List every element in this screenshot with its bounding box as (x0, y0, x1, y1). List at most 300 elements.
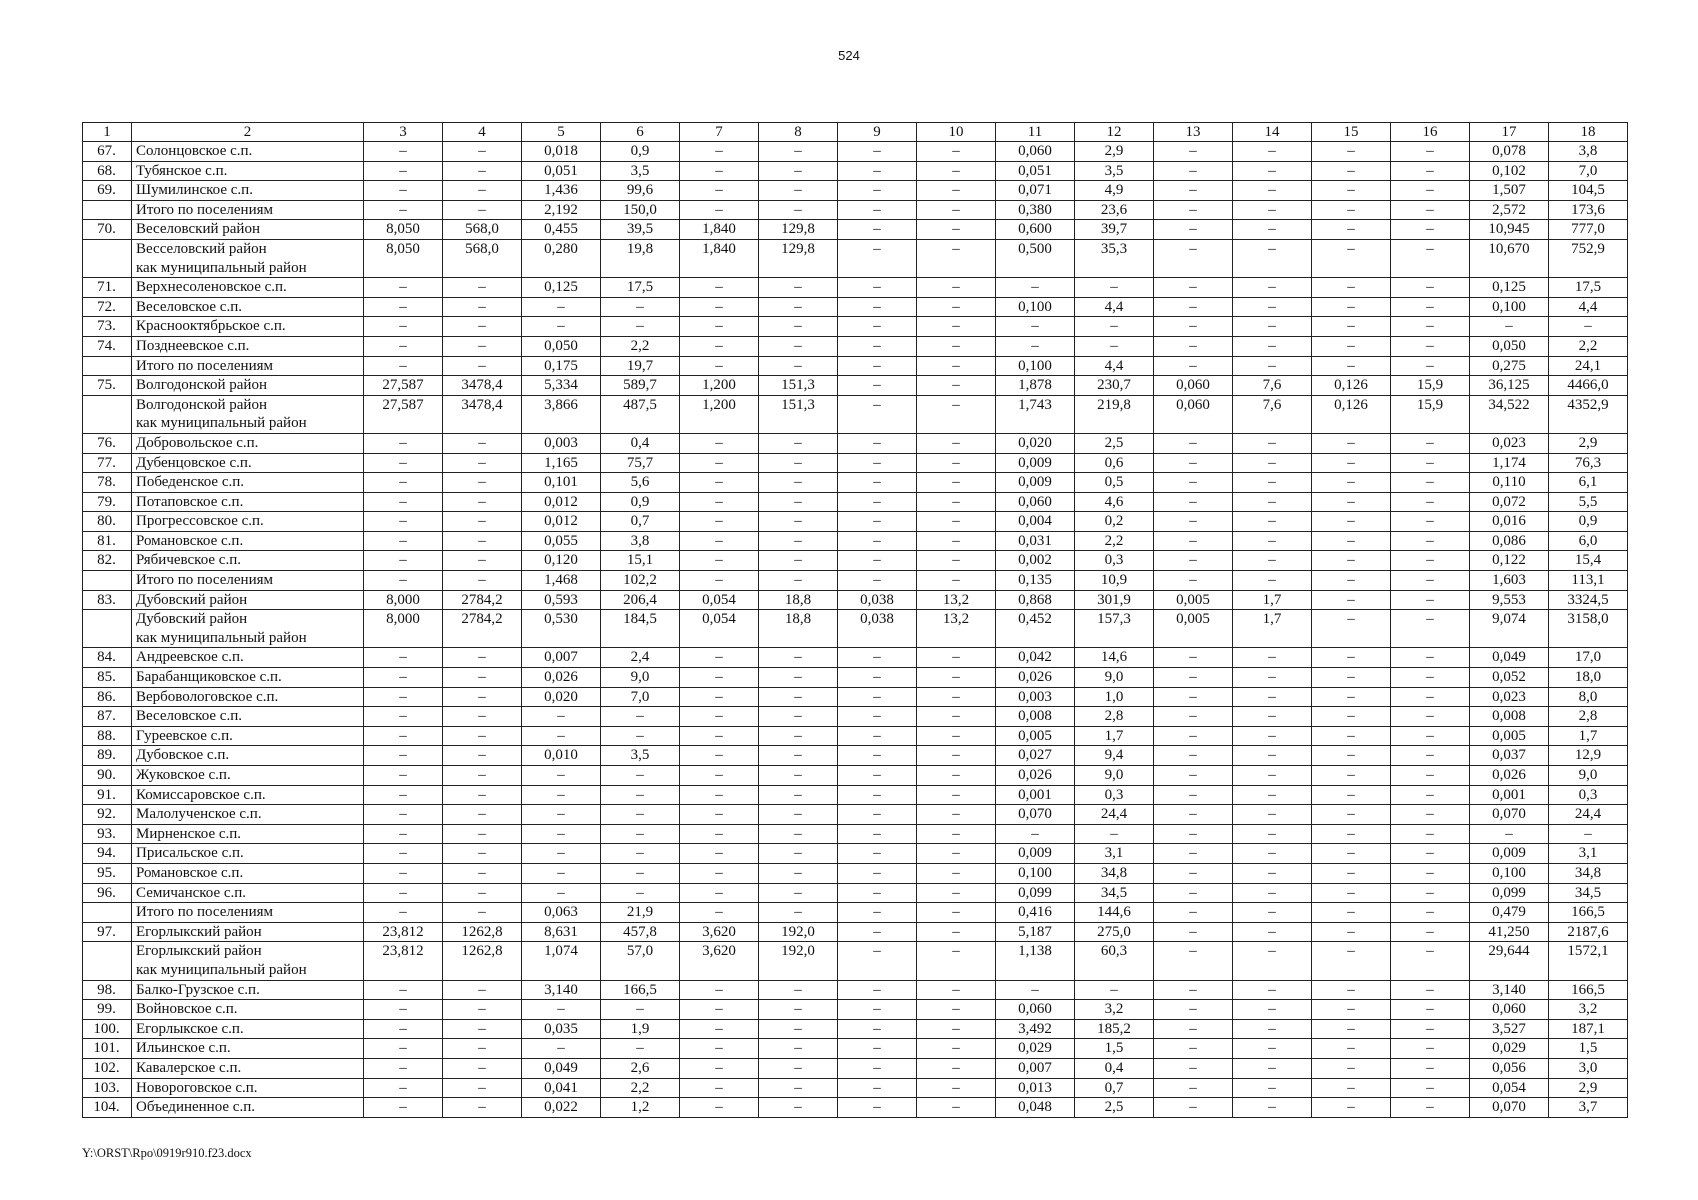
value-cell: 0,100 (996, 863, 1075, 883)
value-cell: – (680, 1000, 759, 1020)
value-cell: 17,0 (1549, 648, 1628, 668)
value-cell: – (1312, 239, 1391, 277)
value-cell: 3,620 (680, 922, 759, 942)
value-cell: 0,035 (522, 1019, 601, 1039)
value-cell: – (522, 707, 601, 727)
value-cell: – (996, 317, 1075, 337)
value-cell: – (364, 181, 443, 201)
row-number-cell: 93. (83, 824, 132, 844)
value-cell: – (838, 1058, 917, 1078)
value-cell: – (759, 824, 838, 844)
value-cell: – (917, 824, 996, 844)
value-cell: 2784,2 (443, 590, 522, 610)
value-cell: – (759, 883, 838, 903)
value-cell: – (1233, 1039, 1312, 1059)
value-cell: 0,100 (996, 297, 1075, 317)
value-cell: – (1391, 571, 1470, 591)
value-cell: 0,175 (522, 356, 601, 376)
value-cell: 7,0 (601, 687, 680, 707)
table-row (83, 980, 1628, 1000)
table-row (83, 942, 1628, 980)
value-cell: – (1233, 473, 1312, 493)
value-cell: – (1391, 980, 1470, 1000)
value-cell: – (364, 707, 443, 727)
value-cell: – (1154, 161, 1233, 181)
value-cell: – (364, 512, 443, 532)
value-cell: 29,644 (1470, 942, 1549, 980)
value-cell: – (522, 785, 601, 805)
table-row (83, 1019, 1628, 1039)
row-name-cell: Позднеевское с.п. (132, 336, 364, 356)
value-cell: – (364, 278, 443, 298)
value-cell: – (680, 317, 759, 337)
file-path-footer: Y:\ORST\Rpo\0919r910.f23.docx (82, 1146, 252, 1160)
value-cell: – (1391, 453, 1470, 473)
row-name-cell: Ильинское с.п. (132, 1039, 364, 1059)
value-cell: – (1391, 707, 1470, 727)
row-number-cell: 72. (83, 297, 132, 317)
value-cell: 2,5 (1075, 1098, 1154, 1118)
value-cell: – (1233, 142, 1312, 162)
value-cell: – (759, 297, 838, 317)
value-cell: – (917, 278, 996, 298)
value-cell: – (364, 863, 443, 883)
value-cell: – (1154, 1000, 1233, 1020)
value-cell: – (364, 746, 443, 766)
value-cell: 9,0 (1075, 766, 1154, 786)
value-cell: – (443, 1098, 522, 1118)
value-cell: – (680, 1078, 759, 1098)
value-cell: 3,620 (680, 942, 759, 980)
value-cell: 0,027 (996, 746, 1075, 766)
table-row (83, 922, 1628, 942)
value-cell: 2,9 (1075, 142, 1154, 162)
value-cell: – (364, 726, 443, 746)
value-cell: – (522, 883, 601, 903)
value-cell: – (759, 1039, 838, 1059)
value-cell: – (1154, 317, 1233, 337)
value-cell: 4,4 (1075, 297, 1154, 317)
value-cell: – (917, 551, 996, 571)
value-cell: – (680, 142, 759, 162)
row-name-cell: Краснооктябрьское с.п. (132, 317, 364, 337)
row-name-cell: Добровольское с.п. (132, 433, 364, 453)
value-cell: – (917, 1078, 996, 1098)
value-cell: – (443, 805, 522, 825)
value-cell: 0,018 (522, 142, 601, 162)
value-cell: – (838, 317, 917, 337)
value-cell: – (838, 356, 917, 376)
value-cell: – (1233, 1078, 1312, 1098)
value-cell: – (1312, 1058, 1391, 1078)
value-cell: – (680, 512, 759, 532)
value-cell: 589,7 (601, 376, 680, 396)
value-cell: 3,5 (1075, 161, 1154, 181)
value-cell: 2,572 (1470, 200, 1549, 220)
value-cell: 0,010 (522, 746, 601, 766)
value-cell: – (838, 863, 917, 883)
value-cell: 0,4 (601, 433, 680, 453)
value-cell: – (838, 746, 917, 766)
value-cell: – (838, 1000, 917, 1020)
value-cell: 0,023 (1470, 433, 1549, 453)
value-cell: – (443, 844, 522, 864)
value-cell: – (838, 297, 917, 317)
value-cell: – (759, 766, 838, 786)
value-cell: – (838, 844, 917, 864)
row-number-cell: 92. (83, 805, 132, 825)
value-cell: 4,4 (1075, 356, 1154, 376)
value-cell: – (443, 687, 522, 707)
value-cell: 0,042 (996, 648, 1075, 668)
value-cell: – (1233, 805, 1312, 825)
value-cell: – (443, 297, 522, 317)
value-cell: 1,7 (1549, 726, 1628, 746)
row-number-cell: 90. (83, 766, 132, 786)
value-cell: – (1233, 980, 1312, 1000)
value-cell: 39,5 (601, 220, 680, 240)
value-cell: – (1233, 707, 1312, 727)
value-cell: 0,593 (522, 590, 601, 610)
value-cell: 1262,8 (443, 942, 522, 980)
value-cell: 0,001 (996, 785, 1075, 805)
value-cell: – (1312, 590, 1391, 610)
row-name-cell: Семичанское с.п. (132, 883, 364, 903)
value-cell: – (1233, 687, 1312, 707)
value-cell: 219,8 (1075, 395, 1154, 433)
value-cell: – (1233, 239, 1312, 277)
value-cell: – (1154, 785, 1233, 805)
column-header: 3 (364, 123, 443, 142)
row-name-cell: Веселовское с.п. (132, 707, 364, 727)
value-cell: 166,5 (1549, 903, 1628, 923)
value-cell: 0,012 (522, 512, 601, 532)
value-cell: 0,099 (996, 883, 1075, 903)
value-cell: – (1233, 297, 1312, 317)
value-cell: 0,110 (1470, 473, 1549, 493)
column-header: 9 (838, 123, 917, 142)
value-cell: – (1154, 142, 1233, 162)
value-cell: 0,009 (1470, 844, 1549, 864)
value-cell: 568,0 (443, 239, 522, 277)
value-cell: 0,120 (522, 551, 601, 571)
table-row (83, 1058, 1628, 1078)
value-cell: – (759, 512, 838, 532)
value-cell: – (522, 317, 601, 337)
value-cell: – (443, 785, 522, 805)
value-cell: – (1312, 1078, 1391, 1098)
value-cell: 21,9 (601, 903, 680, 923)
value-cell: – (680, 824, 759, 844)
value-cell: – (1154, 200, 1233, 220)
value-cell: – (759, 844, 838, 864)
value-cell: 0,600 (996, 220, 1075, 240)
value-cell: 1,7 (1075, 726, 1154, 746)
row-name-cell: Шумилинское с.п. (132, 181, 364, 201)
value-cell: – (443, 903, 522, 923)
row-number-cell: 97. (83, 922, 132, 942)
value-cell: 166,5 (601, 980, 680, 1000)
row-name-cell: Дубовский район как муниципальный район (132, 610, 364, 648)
value-cell: – (1154, 687, 1233, 707)
value-cell: – (1233, 863, 1312, 883)
value-cell: 5,334 (522, 376, 601, 396)
value-cell: 3,1 (1549, 844, 1628, 864)
row-number-cell: 84. (83, 648, 132, 668)
value-cell: – (1233, 726, 1312, 746)
value-cell: – (1154, 1078, 1233, 1098)
row-name-cell: Присальское с.п. (132, 844, 364, 864)
value-cell: – (996, 336, 1075, 356)
row-number-cell (83, 356, 132, 376)
value-cell: – (1154, 746, 1233, 766)
value-cell: 0,060 (996, 492, 1075, 512)
value-cell: 0,380 (996, 200, 1075, 220)
value-cell: – (680, 433, 759, 453)
value-cell: – (759, 433, 838, 453)
value-cell: – (838, 726, 917, 746)
value-cell: 39,7 (1075, 220, 1154, 240)
value-cell: – (364, 551, 443, 571)
value-cell: 3,492 (996, 1019, 1075, 1039)
value-cell: – (838, 181, 917, 201)
value-cell: 0,3 (1075, 551, 1154, 571)
value-cell: – (601, 707, 680, 727)
row-number-cell: 75. (83, 376, 132, 396)
value-cell: – (443, 433, 522, 453)
row-number-cell: 74. (83, 336, 132, 356)
value-cell: – (1312, 746, 1391, 766)
value-cell: – (522, 1039, 601, 1059)
value-cell: – (680, 805, 759, 825)
value-cell: – (443, 766, 522, 786)
value-cell: – (1312, 356, 1391, 376)
value-cell: 76,3 (1549, 453, 1628, 473)
value-cell: 0,054 (1470, 1078, 1549, 1098)
row-number-cell (83, 395, 132, 433)
value-cell: – (680, 531, 759, 551)
value-cell: – (917, 648, 996, 668)
value-cell: 1,174 (1470, 453, 1549, 473)
value-cell: – (1154, 922, 1233, 942)
value-cell: 0,452 (996, 610, 1075, 648)
value-cell: – (443, 571, 522, 591)
table-row (83, 161, 1628, 181)
value-cell: – (680, 551, 759, 571)
value-cell: 34,522 (1470, 395, 1549, 433)
table-row (83, 512, 1628, 532)
value-cell: – (1391, 863, 1470, 883)
value-cell: 4,4 (1549, 297, 1628, 317)
value-cell: 0,023 (1470, 687, 1549, 707)
value-cell: – (1075, 824, 1154, 844)
value-cell: – (996, 824, 1075, 844)
value-cell: 3,140 (522, 980, 601, 1000)
row-number-cell: 91. (83, 785, 132, 805)
value-cell: 0,7 (601, 512, 680, 532)
value-cell: – (1312, 317, 1391, 337)
value-cell: – (680, 844, 759, 864)
table-row (83, 590, 1628, 610)
value-cell: – (1154, 1039, 1233, 1059)
value-cell: – (759, 473, 838, 493)
table-header-row (83, 123, 1628, 142)
value-cell: – (1154, 1098, 1233, 1118)
value-cell: – (680, 492, 759, 512)
value-cell: – (1312, 1039, 1391, 1059)
value-cell: – (917, 942, 996, 980)
value-cell: 0,054 (680, 610, 759, 648)
value-cell: – (601, 883, 680, 903)
value-cell: – (1391, 1039, 1470, 1059)
table-row (83, 648, 1628, 668)
row-number-cell (83, 571, 132, 591)
value-cell: 5,6 (601, 473, 680, 493)
value-cell: – (759, 317, 838, 337)
value-cell: 3324,5 (1549, 590, 1628, 610)
value-cell: – (838, 239, 917, 277)
value-cell: 2,9 (1549, 433, 1628, 453)
value-cell: 0,100 (1470, 297, 1549, 317)
value-cell: – (1233, 161, 1312, 181)
row-name-cell: Егорлыкское с.п. (132, 1019, 364, 1039)
value-cell: 3478,4 (443, 376, 522, 396)
row-number-cell: 77. (83, 453, 132, 473)
row-number-cell: 99. (83, 1000, 132, 1020)
value-cell: 2,8 (1549, 707, 1628, 727)
value-cell: 0,001 (1470, 785, 1549, 805)
value-cell: – (680, 181, 759, 201)
value-cell: 0,020 (522, 687, 601, 707)
value-cell: 0,9 (601, 142, 680, 162)
value-cell: 0,009 (996, 844, 1075, 864)
table-row (83, 376, 1628, 396)
value-cell: 0,013 (996, 1078, 1075, 1098)
value-cell: – (1233, 1019, 1312, 1039)
row-name-cell: Прогрессовское с.п. (132, 512, 364, 532)
value-cell: – (680, 278, 759, 298)
value-cell: – (759, 746, 838, 766)
value-cell: 230,7 (1075, 376, 1154, 396)
column-header: 2 (132, 123, 364, 142)
value-cell: – (443, 142, 522, 162)
value-cell: 7,0 (1549, 161, 1628, 181)
value-cell: – (364, 903, 443, 923)
value-cell: – (1312, 571, 1391, 591)
value-cell: – (1312, 863, 1391, 883)
table-row (83, 571, 1628, 591)
column-header: 17 (1470, 123, 1549, 142)
value-cell: 23,812 (364, 922, 443, 942)
value-cell: 0,125 (1470, 278, 1549, 298)
value-cell: 1,7 (1233, 590, 1312, 610)
value-cell: 275,0 (1075, 922, 1154, 942)
value-cell: – (364, 687, 443, 707)
value-cell: – (364, 200, 443, 220)
value-cell: – (917, 571, 996, 591)
value-cell: – (1154, 707, 1233, 727)
value-cell: – (601, 824, 680, 844)
table-row (83, 220, 1628, 240)
value-cell: 1262,8 (443, 922, 522, 942)
value-cell: 0,125 (522, 278, 601, 298)
row-name-cell: Войновское с.п. (132, 1000, 364, 1020)
value-cell: – (838, 687, 917, 707)
value-cell: 23,6 (1075, 200, 1154, 220)
value-cell: – (1312, 668, 1391, 688)
value-cell: – (838, 1019, 917, 1039)
value-cell: – (1233, 903, 1312, 923)
value-cell: 60,3 (1075, 942, 1154, 980)
value-cell: – (364, 824, 443, 844)
value-cell: 2,9 (1549, 1078, 1628, 1098)
value-cell: 0,051 (522, 161, 601, 181)
value-cell: 185,2 (1075, 1019, 1154, 1039)
value-cell: – (443, 824, 522, 844)
value-cell: 0,005 (1154, 590, 1233, 610)
value-cell: – (601, 1039, 680, 1059)
value-cell: – (917, 356, 996, 376)
value-cell: – (1391, 824, 1470, 844)
value-cell: 0,037 (1470, 746, 1549, 766)
row-number-cell: 68. (83, 161, 132, 181)
column-header: 15 (1312, 123, 1391, 142)
value-cell: – (1312, 785, 1391, 805)
value-cell: 4,9 (1075, 181, 1154, 201)
value-cell: – (364, 980, 443, 1000)
value-cell: 12,9 (1549, 746, 1628, 766)
value-cell: 41,250 (1470, 922, 1549, 942)
value-cell: 5,187 (996, 922, 1075, 942)
value-cell: – (680, 766, 759, 786)
value-cell: 9,074 (1470, 610, 1549, 648)
row-number-cell: 85. (83, 668, 132, 688)
row-name-cell: Балко-Грузское с.п. (132, 980, 364, 1000)
value-cell: 0,063 (522, 903, 601, 923)
value-cell: 0,868 (996, 590, 1075, 610)
value-cell: – (838, 512, 917, 532)
value-cell: – (364, 1039, 443, 1059)
value-cell: – (759, 453, 838, 473)
value-cell: 157,3 (1075, 610, 1154, 648)
value-cell: 0,038 (838, 590, 917, 610)
value-cell: 0,9 (1549, 512, 1628, 532)
value-cell: – (1233, 220, 1312, 240)
table-row (83, 766, 1628, 786)
value-cell: 487,5 (601, 395, 680, 433)
value-cell: 23,812 (364, 942, 443, 980)
value-cell: 0,007 (996, 1058, 1075, 1078)
value-cell: – (680, 687, 759, 707)
value-cell: 7,6 (1233, 376, 1312, 396)
value-cell: – (601, 297, 680, 317)
value-cell: 2784,2 (443, 610, 522, 648)
value-cell: – (364, 1058, 443, 1078)
row-name-cell: Комиссаровское с.п. (132, 785, 364, 805)
value-cell: – (364, 785, 443, 805)
value-cell: – (1312, 610, 1391, 648)
value-cell: – (838, 161, 917, 181)
value-cell: – (1154, 883, 1233, 903)
value-cell: 0,060 (996, 1000, 1075, 1020)
value-cell: – (1391, 1078, 1470, 1098)
value-cell: – (1391, 317, 1470, 337)
table-row (83, 785, 1628, 805)
value-cell: – (443, 278, 522, 298)
value-cell: – (1233, 551, 1312, 571)
value-cell: – (759, 668, 838, 688)
value-cell: – (838, 336, 917, 356)
